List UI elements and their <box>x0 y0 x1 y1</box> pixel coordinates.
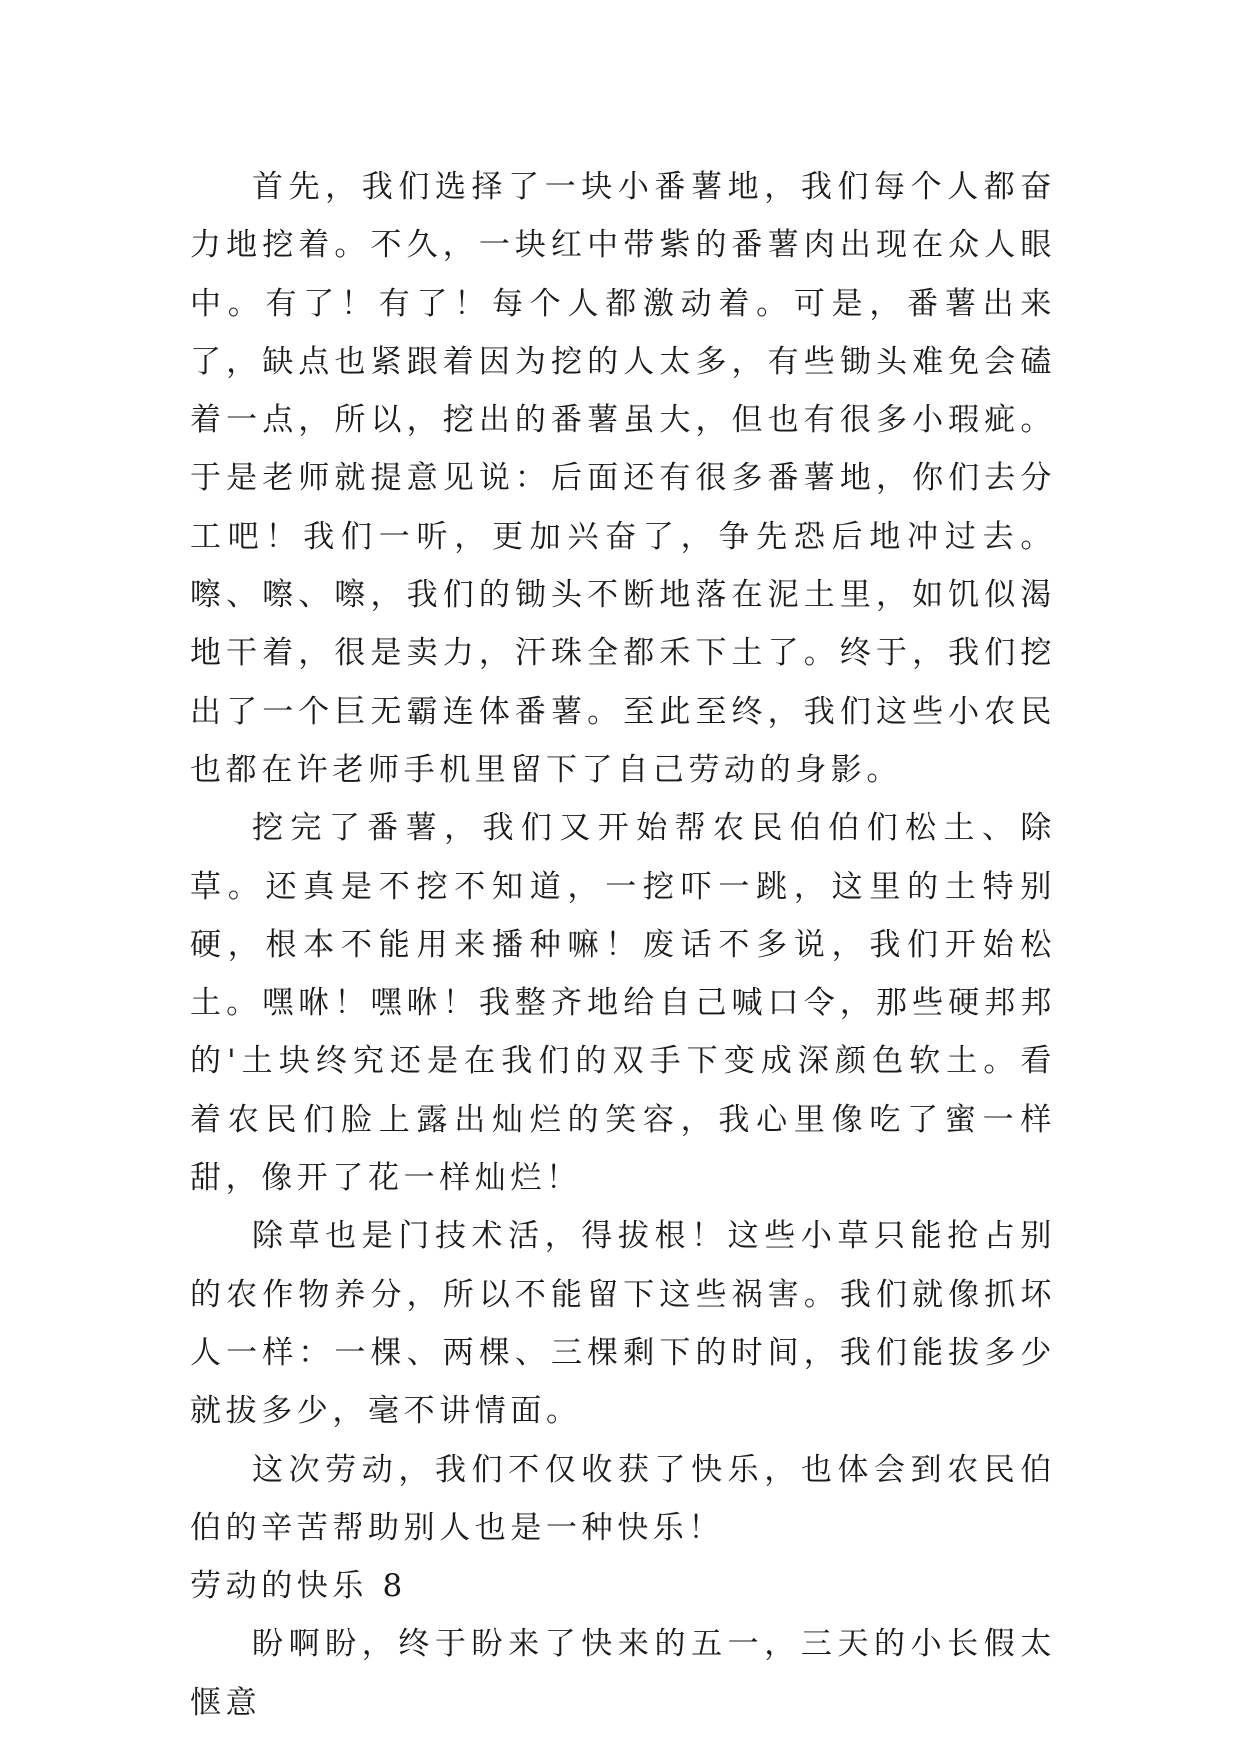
body-paragraph: 盼啊盼，终于盼来了快来的五一，三天的小长假太惬意 <box>190 1626 1056 1721</box>
section-heading: 劳动的快乐 8 <box>190 1568 407 1605</box>
body-paragraph: 除草也是门技术活，得拔根！这些小草只能抢占别的农作物养分，所以不能留下这些祸害。我们就像抓坏人一样：一棵、两棵、三棵剩下的时间，我们能拔多少就拔多少，毫不讲情面。 <box>190 1218 1056 1430</box>
body-paragraph: 首先，我们选择了一块小番薯地，我们每个人都奋力地挖着。不久，一块红中带紫的番薯肉出现在众人眼中。有了！有了！每个人都激动着。可是，番薯出来了，缺点也紧跟着因为挖的人太多，有些锄头难免会磕着一点，所以，挖出的番薯虽大，但也有很多小瑕疵。于是老师就提意见说：后面还有很多番薯地，你们去分工吧！我们一听，更加兴奋了，争先恐后地冲过去。嚓、嚓、嚓，我们的锄头不断地落在泥土里，如饥似渴地干着，很是卖力，汗珠全都禾下土了。终于，我们挖出了一个巨无霸连体番薯。至此至终，我们这些小农民也都在许老师手机里留下了自己劳动的身影。 <box>190 169 1056 788</box>
document-page <box>190 158 1056 1732</box>
body-paragraph: 这次劳动，我们不仅收获了快乐，也体会到农民伯伯的辛苦帮助别人也是一种快乐！ <box>190 1451 1056 1546</box>
body-paragraph: 挖完了番薯，我们又开始帮农民伯伯们松土、除草。还真是不挖不知道，一挖吓一跳，这里的土特别硬，根本不能用来播种嘛！废话不多说，我们开始松土。嘿咻！嘿咻！我整齐地给自己喊口令，那些硬邦邦的'土块终究还是在我们的双手下变成深颜色软土。看着农民们脸上露出灿烂的笑容，我心里像吃了蜜一样甜，像开了花一样灿烂！ <box>190 810 1056 1197</box>
